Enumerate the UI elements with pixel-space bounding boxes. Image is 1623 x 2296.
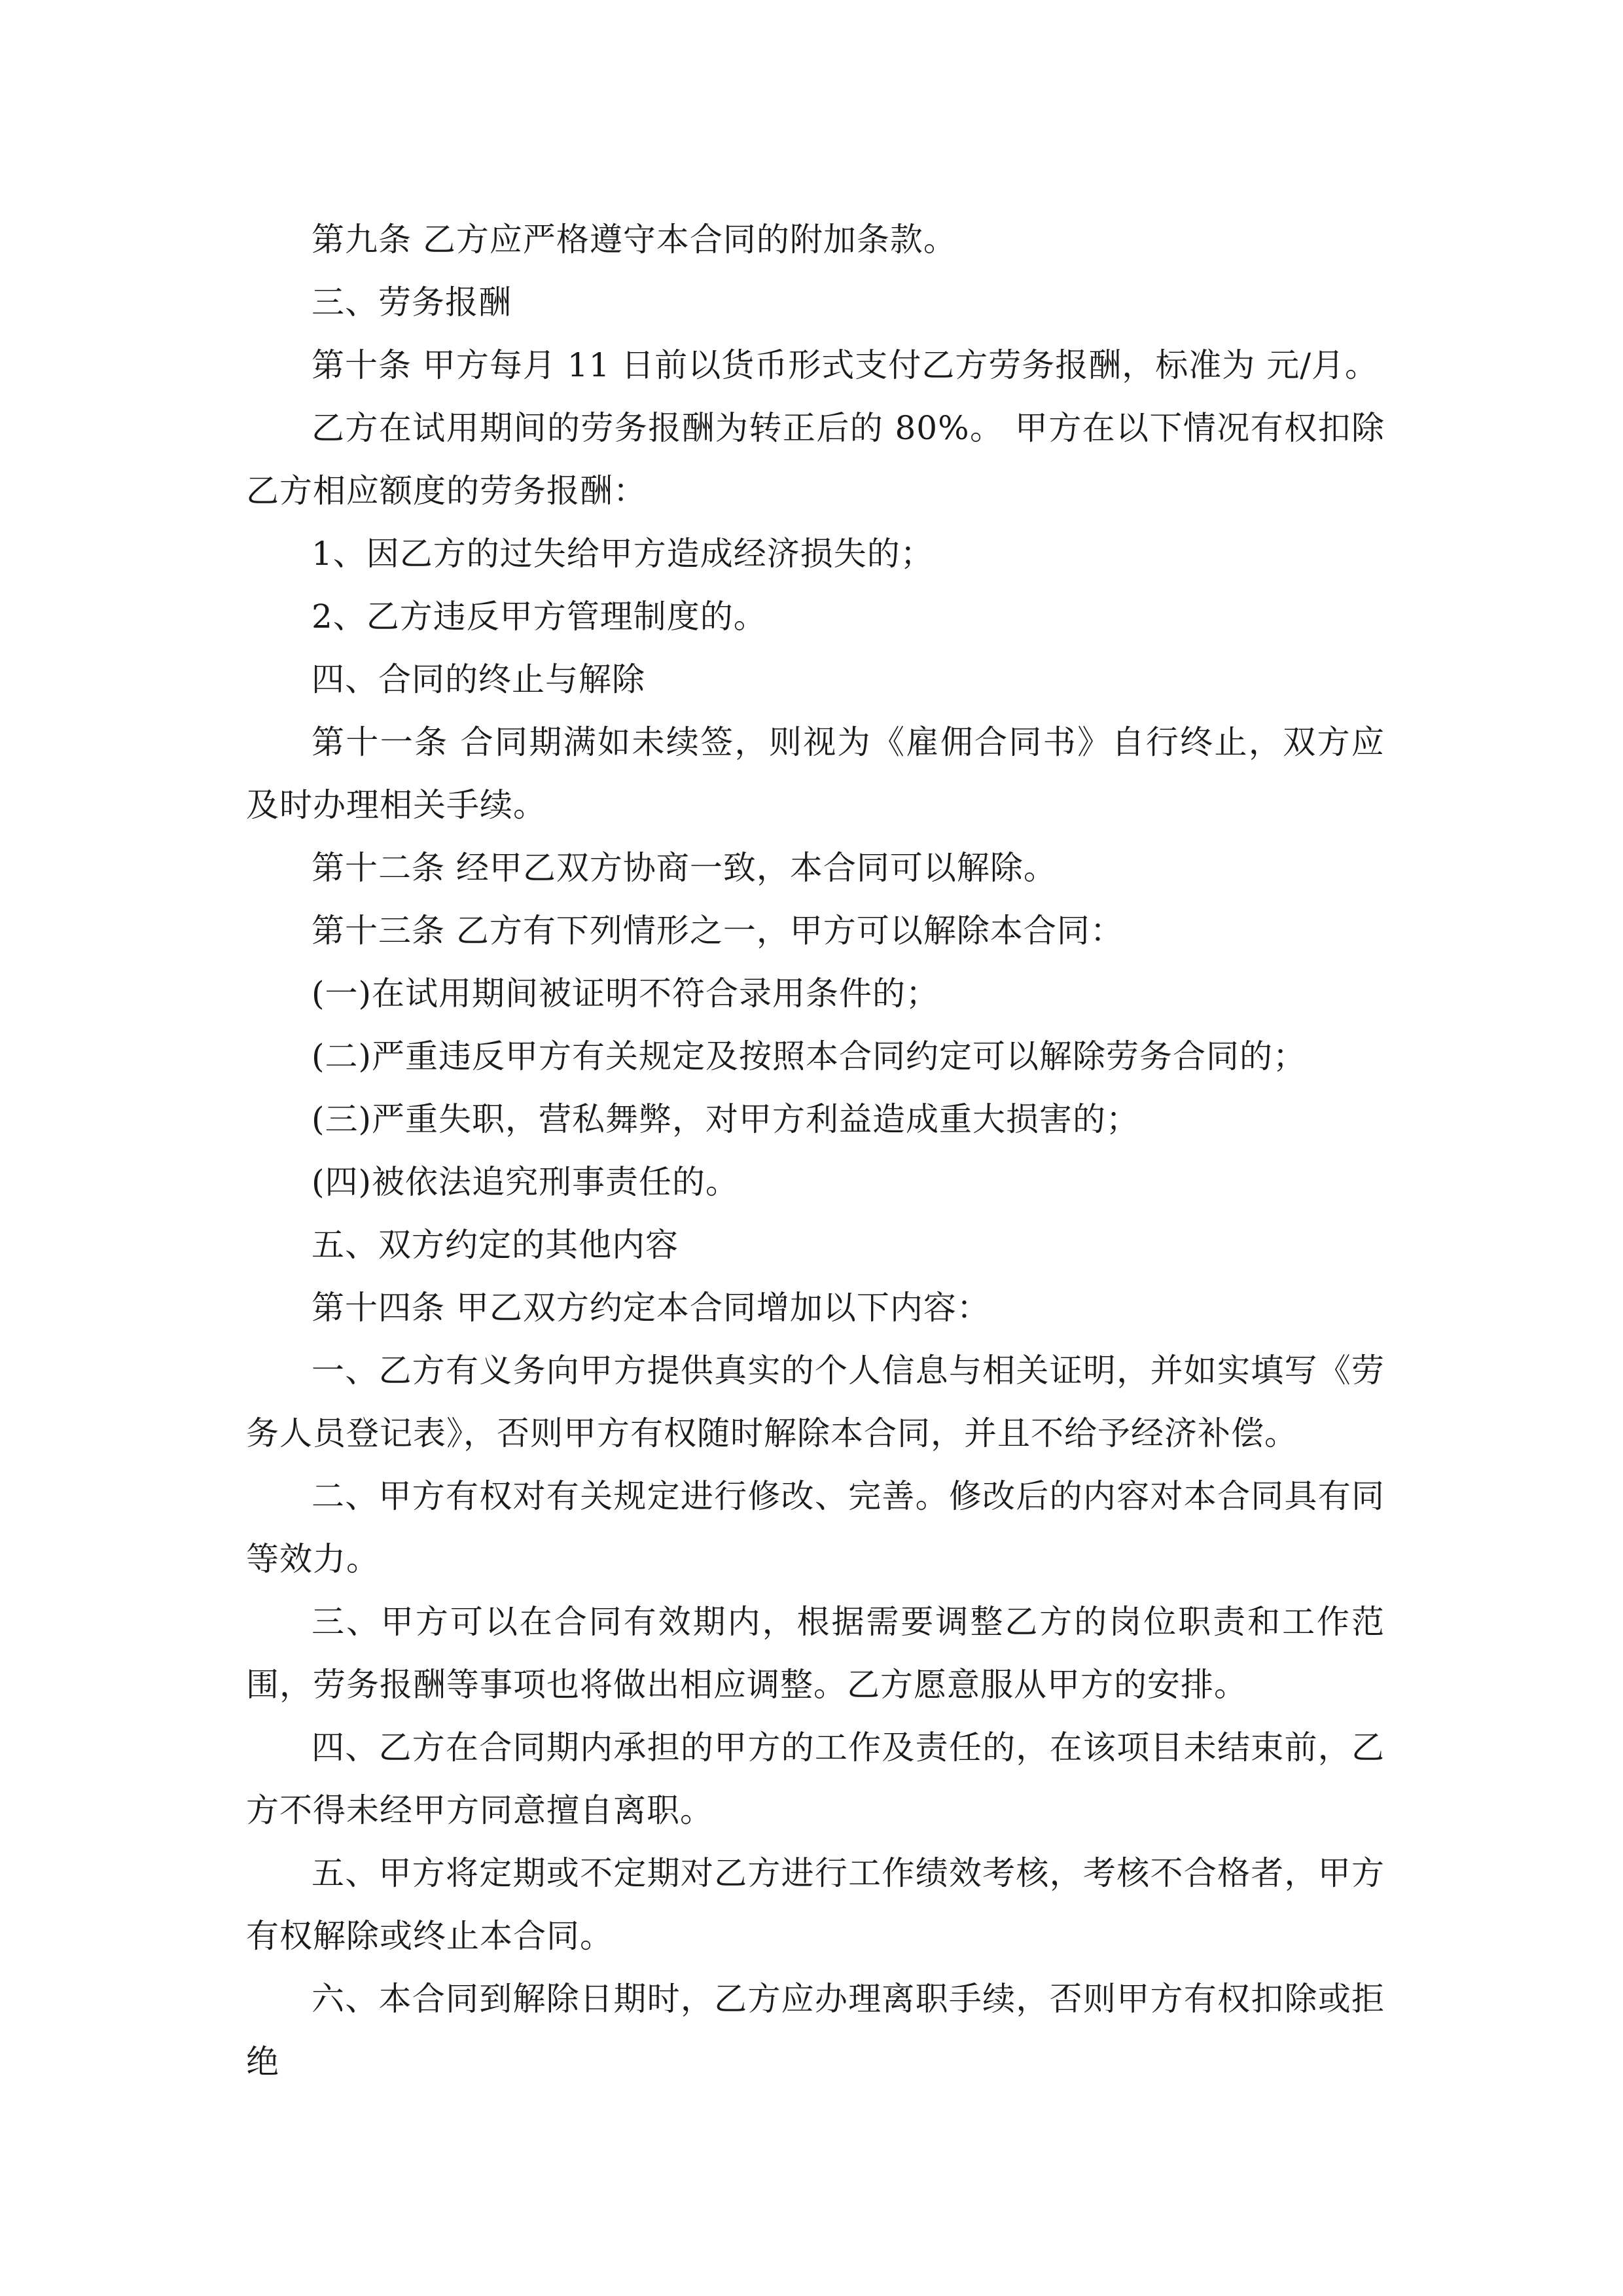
clause-14: 第十四条 甲乙双方约定本合同增加以下内容： bbox=[312, 1289, 990, 1327]
agreement-item-6: 六、本合同到解除日期时，乙方应办理离职手续，否则甲方有权扣除或拒绝 bbox=[246, 1980, 1385, 2081]
deduction-item-2: 2、乙方违反甲方管理制度的。 bbox=[312, 598, 767, 636]
document-body bbox=[246, 208, 1385, 2093]
section-heading-termination: 四、合同的终止与解除 bbox=[312, 660, 645, 698]
agreement-item-2: 二、甲方有权对有关规定进行修改、完善。修改后的内容对本合同具有同等效力。 bbox=[246, 1477, 1385, 1578]
agreement-item-1: 一、乙方有义务向甲方提供真实的个人信息与相关证明，并如实填写《劳务人员登记表》，否则甲方有权随时解除本合同，并且不给予经济补偿。 bbox=[246, 1352, 1385, 1452]
deduction-item-1: 1、因乙方的过失给甲方造成经济损失的； bbox=[312, 535, 934, 573]
termination-case-4: (四)被依法追究刑事责任的。 bbox=[312, 1163, 740, 1201]
probation-pay-paragraph: 乙方在试用期间的劳务报酬为转正后的 80%。 甲方在以下情况有权扣除乙方相应额度的劳务报酬： bbox=[246, 409, 1385, 510]
termination-case-2: (二)严重违反甲方有关规定及按照本合同约定可以解除劳务合同的； bbox=[312, 1037, 1307, 1075]
agreement-item-3: 三、甲方可以在合同有效期内，根据需要调整乙方的岗位职责和工作范围，劳务报酬等事项也将做出相应调整。乙方愿意服从甲方的安排。 bbox=[246, 1603, 1385, 1704]
agreement-item-5: 五、甲方将定期或不定期对乙方进行工作绩效考核，考核不合格者，甲方有权解除或终止本合同。 bbox=[246, 1854, 1385, 1955]
section-heading-other: 五、双方约定的其他内容 bbox=[312, 1226, 679, 1264]
clause-9: 第九条 乙方应严格遵守本合同的附加条款。 bbox=[312, 221, 957, 259]
clause-12: 第十二条 经甲乙双方协商一致，本合同可以解除。 bbox=[312, 849, 1057, 887]
clause-11: 第十一条 合同期满如未续签，则视为《雇佣合同书》自行终止，双方应及时办理相关手续。 bbox=[246, 723, 1385, 824]
clause-13: 第十三条 乙方有下列情形之一，甲方可以解除本合同： bbox=[312, 912, 1124, 950]
section-heading-remuneration: 三、劳务报酬 bbox=[312, 283, 512, 321]
clause-10: 第十条 甲方每月 11 日前以货币形式支付乙方劳务报酬，标准为 元/月。 bbox=[312, 346, 1379, 384]
termination-case-3: (三)严重失职，营私舞弊，对甲方利益造成重大损害的； bbox=[312, 1100, 1140, 1138]
termination-case-1: (一)在试用期间被证明不符合录用条件的； bbox=[312, 975, 940, 1013]
agreement-item-4: 四、乙方在合同期内承担的甲方的工作及责任的，在该项目未结束前，乙方不得未经甲方同意擅自离职。 bbox=[246, 1729, 1385, 1829]
